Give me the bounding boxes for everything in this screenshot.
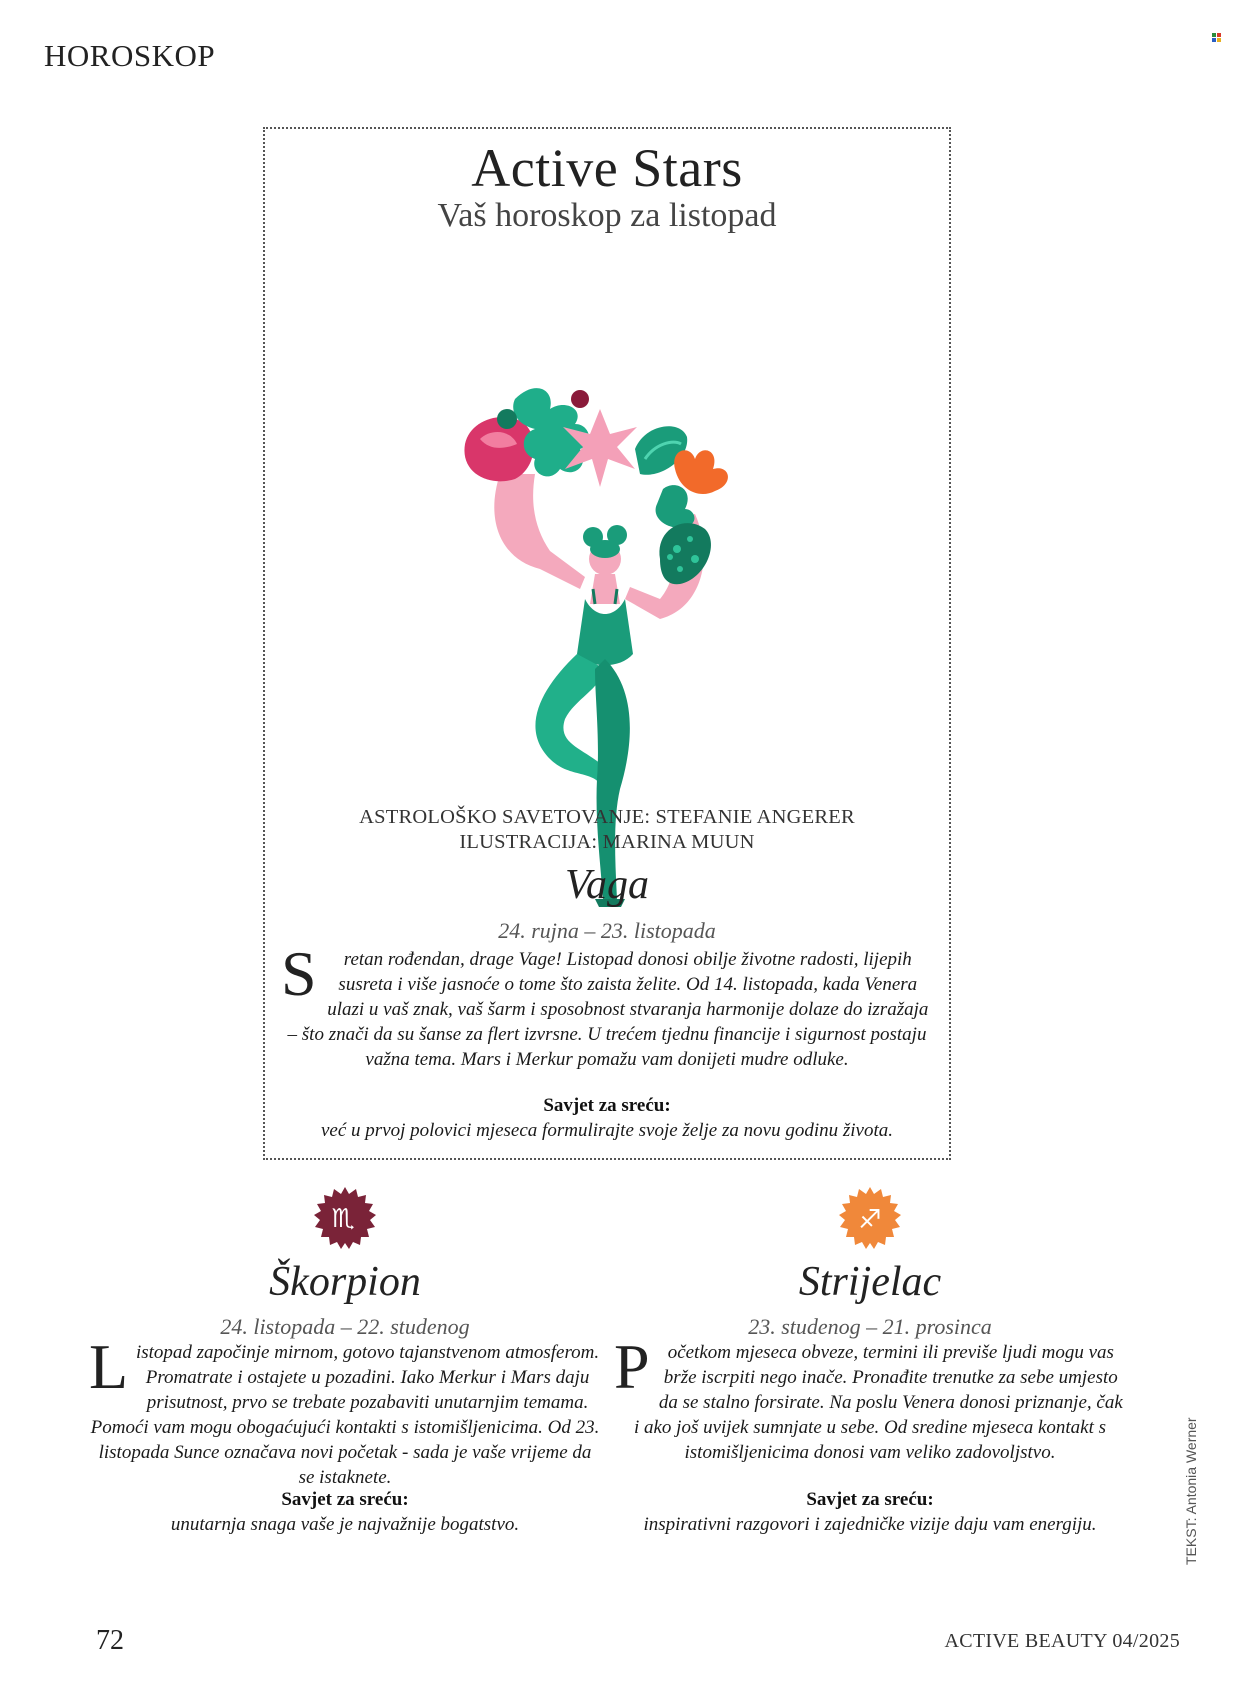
feature-box bbox=[263, 127, 951, 1160]
vaga-dropcap: S bbox=[281, 938, 317, 1009]
strijelac-column bbox=[610, 1185, 1130, 1545]
vaga-title: Vaga bbox=[565, 862, 649, 908]
skorpion-text bbox=[89, 1331, 601, 1490]
skorpion-tip: unutarnja snaga vaše je najvažnije bogatstvo. bbox=[170, 1514, 520, 1535]
magazine-issue: ACTIVE BEAUTY 04/2025 bbox=[944, 1630, 1180, 1652]
skorpion-dates: 24. listopada – 22. studenog bbox=[220, 1314, 470, 1339]
credit-astrology: ASTROLOŠKO SAVETOVANJE: STEFANIE ANGERER bbox=[359, 806, 855, 828]
text-credit: TEKST: Antonia Werner bbox=[1183, 1417, 1199, 1565]
sagittarius-symbol-icon bbox=[837, 1185, 903, 1251]
vaga-body: retan rođendan, drage Vage! Listopad donosi obilje životne radosti, lijepih susreta i više jasnoće o tome što zaista želite. Od 14. listopada, kada Venera ulazi u vaš znak, vaš šarm i sposobnost stvaranja harmonije dolaze do izražaja – što znači da su šanse za flert izvrsne. U trećem tjednu financije i sigurnost postaju važna tema. Mars i Merkur pomažu vam donijeti mudre odluke. bbox=[287, 949, 929, 1070]
credit-illustration: ILUSTRACIJA: MARINA MUUN bbox=[459, 831, 755, 853]
svg-text:♏: ♏ bbox=[331, 1204, 355, 1234]
skorpion-tip-label: Savjet za sreću: bbox=[281, 1489, 409, 1510]
vaga-dates: 24. rujna – 23. listopada bbox=[498, 918, 716, 943]
page-number: 72 bbox=[96, 1625, 124, 1656]
color-registration-mark bbox=[1212, 33, 1221, 42]
feature-subtitle: Vaš horoskop za listopad bbox=[437, 197, 777, 234]
feature-title: Active Stars bbox=[471, 138, 743, 198]
skorpion-column bbox=[85, 1185, 605, 1545]
vaga-tip-label: Savjet za sreću: bbox=[543, 1095, 671, 1116]
skorpion-title: Škorpion bbox=[269, 1259, 421, 1305]
scorpio-symbol-icon bbox=[312, 1185, 378, 1251]
skorpion-dropcap: L bbox=[89, 1331, 129, 1402]
vaga-tip: već u prvoj polovici mjeseca formulirajte svoje želje za novu godinu života. bbox=[321, 1120, 893, 1141]
strijelac-text bbox=[614, 1331, 1126, 1465]
strijelac-dropcap: P bbox=[614, 1331, 650, 1402]
strijelac-tip: inspirativni razgovori i zajedničke vizije daju vam energiju. bbox=[643, 1514, 1097, 1535]
svg-text:♐: ♐ bbox=[858, 1205, 882, 1235]
section-title: HOROSKOP bbox=[44, 38, 216, 73]
strijelac-title: Strijelac bbox=[798, 1259, 942, 1305]
skorpion-body: istopad započinje mirnom, gotovo tajanstvenom atmosferom. Promatrate i ostajete u pozadini. Iako Merkur i Mars daju prisutnost, prvo se trebate pozabaviti unutarnjim temama. Pomoći vam mogu obogaćujući kontakti s istomišljenicima. Od 23. listopada Sunce označava novi početak - sada je vaše vrijeme da se istaknete. bbox=[90, 1342, 600, 1488]
strijelac-body: očetkom mjeseca obveze, termini ili previše ljudi mogu vas brže iscrpiti nego inače. Pronađite trenutke za sebe umjesto da se stalno forsirate. Na poslu Venera donosi priznanje, čak i ako još uvijek sumnjate u sebe. Od sredine mjeseca kontakt s istomišljenicima donosi vam veliko zadovoljstvo. bbox=[633, 1342, 1123, 1463]
vaga-text bbox=[281, 938, 933, 1072]
strijelac-dates: 23. studenog – 21. prosinca bbox=[748, 1314, 992, 1339]
strijelac-tip-label: Savjet za sreću: bbox=[806, 1489, 934, 1510]
credits bbox=[265, 805, 949, 855]
